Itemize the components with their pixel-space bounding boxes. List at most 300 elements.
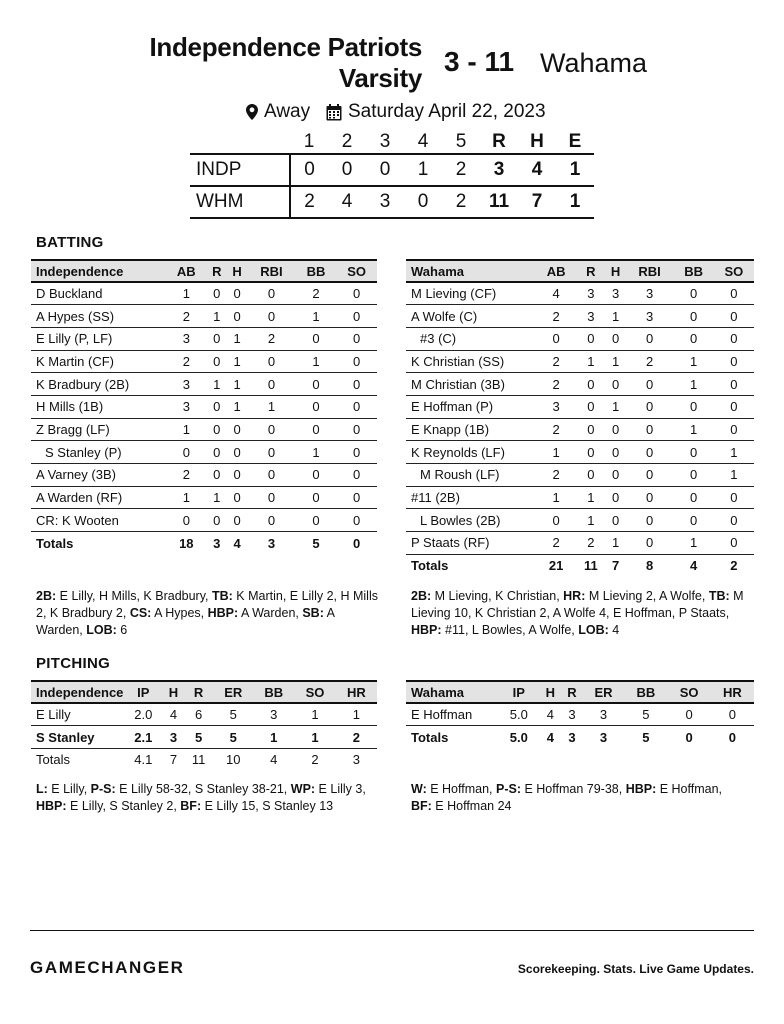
stat-cell: 1 — [227, 350, 247, 373]
stat-cell: 0 — [626, 418, 674, 441]
stat-column-header: SO — [294, 681, 335, 703]
stat-cell: 2 — [536, 305, 576, 328]
stat-column-header: ER — [213, 681, 253, 703]
batting-table-home — [31, 259, 377, 554]
home-team-name — [149, 32, 422, 94]
note-key: TB: — [708, 589, 730, 603]
stat-cell: 1 — [227, 395, 247, 418]
stat-cell: 0 — [166, 509, 207, 532]
player-name: Totals — [411, 729, 449, 745]
inning-header: 1 — [303, 131, 315, 152]
team-errors: 1 — [556, 154, 594, 186]
stat-cell: 1 — [207, 373, 227, 396]
stat-cell: 1 — [253, 726, 294, 749]
inning-header: 3 — [379, 131, 391, 152]
stat-cell: 3 — [213, 535, 221, 551]
stat-cell: 0 — [714, 532, 754, 555]
table-row — [31, 327, 377, 350]
player-name: S Stanley (P) — [31, 441, 166, 464]
linescore-row-home — [190, 154, 594, 186]
stat-cell: 0 — [336, 509, 377, 532]
player-name: E Hoffman (P) — [406, 395, 536, 418]
stat-cell: 0 — [576, 395, 605, 418]
totals-row — [31, 532, 377, 555]
stat-cell: 2 — [247, 327, 295, 350]
batting-notes-away — [411, 588, 756, 639]
note-value: 6 — [116, 623, 128, 637]
stat-cell: 2.0 — [123, 703, 163, 726]
stat-cell: 1 — [536, 486, 576, 509]
table-row — [406, 305, 754, 328]
stat-column-header: SO — [714, 260, 754, 282]
stat-cell: 0 — [714, 350, 754, 373]
stat-cell: 0 — [227, 418, 247, 441]
stat-column-header: BB — [296, 260, 337, 282]
stat-cell: 0 — [674, 305, 714, 328]
player-name: E Lilly — [31, 703, 123, 726]
table-row — [406, 532, 754, 555]
stat-cell: 1 — [296, 441, 337, 464]
stat-cell: 0 — [576, 373, 605, 396]
inning-score: 2 — [290, 186, 328, 218]
table-row — [406, 464, 754, 487]
team-column-header: Wahama — [406, 260, 536, 282]
stat-column-header: HR — [711, 681, 754, 703]
stat-cell: 1 — [247, 395, 295, 418]
stat-cell: 4.1 — [134, 752, 153, 768]
stat-cell: 0 — [247, 350, 295, 373]
stat-cell: 0 — [626, 509, 674, 532]
note-key: W: — [411, 782, 427, 796]
stat-cell: 0 — [336, 327, 377, 350]
note-key: HBP: — [207, 606, 239, 620]
stat-column-header: IP — [498, 681, 540, 703]
inning-score: 1 — [404, 154, 442, 186]
inning-score: 2 — [442, 154, 480, 186]
final-score: 3 - 11 — [444, 46, 515, 77]
totals-row — [31, 748, 377, 771]
stat-column-header: R — [184, 681, 214, 703]
stat-cell: 3 — [626, 305, 674, 328]
map-pin-icon — [246, 104, 258, 120]
stat-cell: 18 — [179, 535, 194, 551]
stat-cell: 0 — [296, 327, 337, 350]
stat-cell: 0 — [576, 418, 605, 441]
stat-cell: 1 — [576, 350, 605, 373]
note-key: SB: — [302, 606, 324, 620]
stat-cell: 3 — [166, 327, 207, 350]
stat-cell: 3 — [568, 729, 576, 745]
player-name: D Buckland — [31, 282, 166, 305]
note-key: LOB: — [86, 623, 117, 637]
note-value: A Warden, — [238, 606, 303, 620]
stat-cell: 0 — [606, 373, 626, 396]
stat-cell: 2 — [536, 350, 576, 373]
note-value: #11, L Bowles, A Wolfe, — [441, 623, 579, 637]
note-key: BF: — [180, 799, 202, 813]
game-meta — [0, 101, 784, 125]
stat-cell: 2 — [626, 350, 674, 373]
stat-cell: 0 — [336, 395, 377, 418]
stat-cell: 0 — [207, 418, 227, 441]
stat-cell: 0 — [227, 464, 247, 487]
stat-cell: 11 — [584, 558, 598, 574]
stat-cell: 0 — [166, 441, 207, 464]
note-key: WP: — [290, 782, 316, 796]
footer-tagline: Scorekeeping. Stats. Live Game Updates. — [517, 962, 754, 976]
table-row — [31, 486, 377, 509]
stat-cell: 0 — [674, 486, 714, 509]
stat-cell: 0 — [626, 395, 674, 418]
stat-cell: 0 — [674, 509, 714, 532]
stat-cell: 3 — [166, 373, 207, 396]
stat-cell: 0 — [606, 327, 626, 350]
stat-cell: 1 — [296, 305, 337, 328]
location — [246, 101, 310, 123]
stat-cell: 3 — [606, 282, 626, 305]
stat-cell: 2 — [536, 373, 576, 396]
stat-cell: 0 — [247, 418, 295, 441]
stat-cell: 1 — [576, 509, 605, 532]
table-row — [406, 509, 754, 532]
stat-cell: 5.0 — [509, 729, 528, 745]
inning-score: 0 — [404, 186, 442, 218]
stat-cell: 11 — [191, 752, 206, 768]
note-key: L: — [36, 782, 48, 796]
stat-cell: 21 — [548, 558, 564, 574]
table-row — [406, 486, 754, 509]
stat-cell: 0 — [227, 305, 247, 328]
stat-cell: 0 — [714, 373, 754, 396]
stat-column-header: R — [561, 681, 583, 703]
runs-header: R — [492, 131, 506, 152]
note-value: E Lilly 3, — [315, 782, 366, 796]
player-name: L Bowles (2B) — [406, 509, 536, 532]
stat-cell: 0 — [207, 350, 227, 373]
linescore-team: WHM — [190, 186, 290, 218]
note-value: A Warden, — [36, 606, 335, 637]
table-row — [31, 464, 377, 487]
linescore-row-away — [190, 186, 594, 218]
gamechanger-logo: GAMECHANGER — [30, 958, 185, 977]
inning-score: 0 — [366, 154, 404, 186]
stat-cell: 7 — [169, 752, 178, 768]
stat-cell: 0 — [714, 282, 754, 305]
stat-cell: 0 — [227, 509, 247, 532]
note-value: E Lilly, — [47, 782, 91, 796]
stat-cell: 0 — [207, 441, 227, 464]
note-key: HR: — [563, 589, 586, 603]
stat-cell: 1 — [674, 532, 714, 555]
player-name: A Warden (RF) — [31, 486, 166, 509]
stat-cell: 2 — [730, 558, 738, 574]
stat-column-header: R — [207, 260, 227, 282]
stat-cell: 0 — [247, 486, 295, 509]
stat-cell: 0 — [247, 509, 295, 532]
stat-cell: 3 — [267, 535, 276, 551]
note-value: E Hoffman 24 — [431, 799, 512, 813]
stat-column-header: SO — [336, 260, 377, 282]
stat-cell: 3 — [166, 395, 207, 418]
stat-cell: 0 — [626, 327, 674, 350]
linescore-corner — [190, 131, 290, 154]
note-value: E Lilly 15, S Stanley 13 — [201, 799, 334, 813]
stat-cell: 0 — [536, 509, 576, 532]
player-name: CR: K Wooten — [31, 509, 166, 532]
inning-header: 4 — [417, 131, 429, 152]
player-name: Z Bragg (LF) — [31, 418, 166, 441]
player-name: S Stanley — [31, 726, 123, 749]
player-name: P Staats (RF) — [406, 532, 536, 555]
inning-score: 4 — [328, 186, 366, 218]
home-team-name-line-2: Varsity — [338, 63, 422, 93]
player-name: A Wolfe (C) — [406, 305, 536, 328]
stat-cell: 3 — [626, 282, 674, 305]
stat-cell: 4 — [536, 282, 576, 305]
player-name: A Varney (3B) — [31, 464, 166, 487]
stat-cell: 2 — [536, 418, 576, 441]
table-row — [31, 282, 377, 305]
away-team-name: Wahama — [540, 48, 648, 78]
stat-cell: 3 — [536, 395, 576, 418]
stat-column-header: RBI — [626, 260, 674, 282]
stat-column-header: BB — [624, 681, 667, 703]
stat-cell: 2 — [311, 752, 319, 768]
stat-cell: 1 — [536, 441, 576, 464]
pitching-table-home — [31, 680, 377, 771]
table-row — [406, 703, 754, 726]
stat-cell: 0 — [227, 486, 247, 509]
stat-cell: 4 — [163, 703, 184, 726]
player-name: E Knapp (1B) — [406, 418, 536, 441]
player-name: M Christian (3B) — [406, 373, 536, 396]
table-row — [406, 373, 754, 396]
table-row — [406, 441, 754, 464]
stat-column-header: RBI — [247, 260, 295, 282]
home-team-name-line-1: Independence Patriots — [149, 32, 422, 62]
stat-cell: 0 — [674, 327, 714, 350]
stat-cell: 0 — [606, 418, 626, 441]
inning-header: 5 — [455, 131, 467, 152]
footer-divider — [30, 930, 754, 931]
table-row — [406, 418, 754, 441]
player-name: Totals — [411, 558, 449, 574]
stat-cell: 0 — [626, 486, 674, 509]
note-value: E Lilly, H Mills, K Bradbury, — [56, 589, 212, 603]
stat-cell: 0 — [336, 305, 377, 328]
inning-score: 0 — [328, 154, 366, 186]
note-value: E Hoffman, — [656, 782, 723, 796]
stat-cell: 0 — [296, 373, 337, 396]
stat-cell: 0 — [207, 395, 227, 418]
stat-cell: 0 — [674, 441, 714, 464]
stat-cell: 0 — [336, 282, 377, 305]
stat-cell: 2 — [166, 350, 207, 373]
stat-column-header: HR — [336, 681, 377, 703]
stat-cell: 0 — [247, 373, 295, 396]
stat-cell: 5 — [624, 703, 667, 726]
stat-column-header: SO — [668, 681, 711, 703]
stat-cell: 0 — [674, 464, 714, 487]
stat-cell: 1 — [294, 703, 335, 726]
stat-cell: 1 — [606, 532, 626, 555]
note-key: HBP: — [625, 782, 657, 796]
inning-score: 0 — [290, 154, 328, 186]
stat-cell: 0 — [714, 486, 754, 509]
stat-column-header: H — [540, 681, 562, 703]
pitching-notes-away — [411, 781, 731, 815]
stat-cell: 0 — [207, 327, 227, 350]
stat-cell: 5 — [213, 726, 253, 749]
date-label: Saturday April 22, 2023 — [348, 101, 546, 122]
table-row — [406, 395, 754, 418]
table-row — [31, 305, 377, 328]
hits-header: H — [530, 131, 544, 152]
stat-cell: 3 — [599, 729, 608, 745]
stat-cell: 1 — [227, 373, 247, 396]
stat-column-header: ER — [583, 681, 625, 703]
stat-cell: 0 — [576, 464, 605, 487]
stat-cell: 4 — [546, 729, 554, 745]
stat-cell: 0 — [606, 441, 626, 464]
stat-cell: 0 — [606, 509, 626, 532]
errors-header: E — [568, 131, 582, 152]
team-runs: 11 — [480, 186, 518, 218]
note-key: CS: — [129, 606, 152, 620]
stat-cell: 0 — [714, 418, 754, 441]
batting-table-away — [406, 259, 754, 577]
team-errors: 1 — [556, 186, 594, 218]
inning-header: 2 — [341, 131, 353, 152]
stat-cell: 0 — [353, 535, 361, 551]
note-value: M Lieving 2, A Wolfe, — [585, 589, 709, 603]
stat-cell: 3 — [561, 703, 583, 726]
stat-cell: 5 — [312, 535, 320, 551]
stat-cell: 0 — [711, 703, 754, 726]
stat-cell: 0 — [714, 395, 754, 418]
stat-cell: 0 — [576, 327, 605, 350]
pitching-section-title: PITCHING — [36, 655, 111, 672]
stat-cell: 1 — [674, 373, 714, 396]
stat-cell: 2 — [296, 282, 337, 305]
player-name: K Reynolds (LF) — [406, 441, 536, 464]
note-value: E Lilly, S Stanley 2, — [66, 799, 181, 813]
stat-cell: 0 — [606, 464, 626, 487]
stat-column-header: AB — [166, 260, 207, 282]
note-key: TB: — [211, 589, 233, 603]
note-value: E Hoffman 79-38, — [521, 782, 626, 796]
linescore-team: INDP — [190, 154, 290, 186]
stat-cell: 0 — [626, 441, 674, 464]
stat-cell: 0 — [207, 464, 227, 487]
stat-cell: 2 — [336, 726, 377, 749]
stat-cell: 0 — [674, 282, 714, 305]
stat-cell: 1 — [674, 350, 714, 373]
pitching-table-away — [406, 680, 754, 748]
stat-cell: 1 — [714, 441, 754, 464]
stat-cell: 3 — [352, 752, 360, 768]
note-value: 4 — [608, 623, 620, 637]
note-key: LOB: — [578, 623, 609, 637]
stat-cell: 2 — [576, 532, 605, 555]
stat-cell: 1 — [606, 305, 626, 328]
stat-cell: 1 — [714, 464, 754, 487]
table-row — [31, 350, 377, 373]
stat-cell: 0 — [336, 418, 377, 441]
stat-cell: 1 — [166, 418, 207, 441]
stat-cell: 0 — [576, 441, 605, 464]
stat-cell: 2 — [536, 532, 576, 555]
pitching-notes-home — [36, 781, 376, 815]
note-value: M Lieving, K Christian, — [431, 589, 564, 603]
stat-cell: 0 — [714, 327, 754, 350]
note-key: BF: — [411, 799, 432, 813]
stat-cell: 1 — [336, 703, 377, 726]
note-value: M Lieving 10, K Christian 2, A Wolfe 4, E Hoffman, P Staats, — [411, 589, 744, 620]
stat-cell: 0 — [606, 486, 626, 509]
table-row — [31, 441, 377, 464]
team-column-header: Independence — [31, 260, 166, 282]
stat-cell: 0 — [227, 282, 247, 305]
table-row — [31, 418, 377, 441]
stat-cell: 0 — [728, 729, 736, 745]
stat-cell: 0 — [296, 464, 337, 487]
stat-cell: 8 — [645, 558, 654, 574]
player-name: E Hoffman — [406, 703, 498, 726]
stat-column-header: H — [606, 260, 626, 282]
stat-cell: 0 — [336, 373, 377, 396]
stat-cell: 1 — [166, 486, 207, 509]
batting-section-title: BATTING — [36, 234, 104, 251]
stat-cell: 0 — [247, 464, 295, 487]
table-row — [31, 726, 377, 749]
stat-cell: 3 — [576, 282, 605, 305]
table-row — [406, 350, 754, 373]
stat-cell: 1 — [294, 726, 335, 749]
note-value: K Martin, E Lilly 2, H Mills 2, K Bradbury 2, — [36, 589, 378, 620]
player-name: Totals — [36, 752, 70, 768]
player-name: A Hypes (SS) — [31, 305, 166, 328]
player-name: E Lilly (P, LF) — [31, 327, 166, 350]
stat-column-header: AB — [536, 260, 576, 282]
note-value: A Hypes, — [151, 606, 208, 620]
stat-column-header: R — [576, 260, 605, 282]
player-name: K Bradbury (2B) — [31, 373, 166, 396]
stat-column-header: BB — [253, 681, 294, 703]
stat-cell: 5 — [184, 726, 214, 749]
stat-cell: 0 — [227, 441, 247, 464]
stat-cell: 0 — [296, 509, 337, 532]
stat-cell: 6 — [184, 703, 214, 726]
stat-cell: 4 — [690, 558, 698, 574]
stat-column-header: H — [227, 260, 247, 282]
player-name: M Lieving (CF) — [406, 282, 536, 305]
team-runs: 3 — [480, 154, 518, 186]
table-row — [406, 282, 754, 305]
stat-cell: 0 — [685, 729, 693, 745]
location-label: Away — [264, 101, 311, 122]
note-key: HBP: — [36, 799, 67, 813]
stat-column-header: BB — [674, 260, 714, 282]
team-hits: 7 — [518, 186, 556, 218]
stat-cell: 2 — [166, 464, 207, 487]
stat-cell: 2 — [166, 305, 207, 328]
stat-cell: 1 — [207, 305, 227, 328]
stat-cell: 0 — [247, 282, 295, 305]
stat-cell: 4 — [270, 752, 278, 768]
stat-cell: 0 — [626, 464, 674, 487]
stat-cell: 1 — [606, 350, 626, 373]
